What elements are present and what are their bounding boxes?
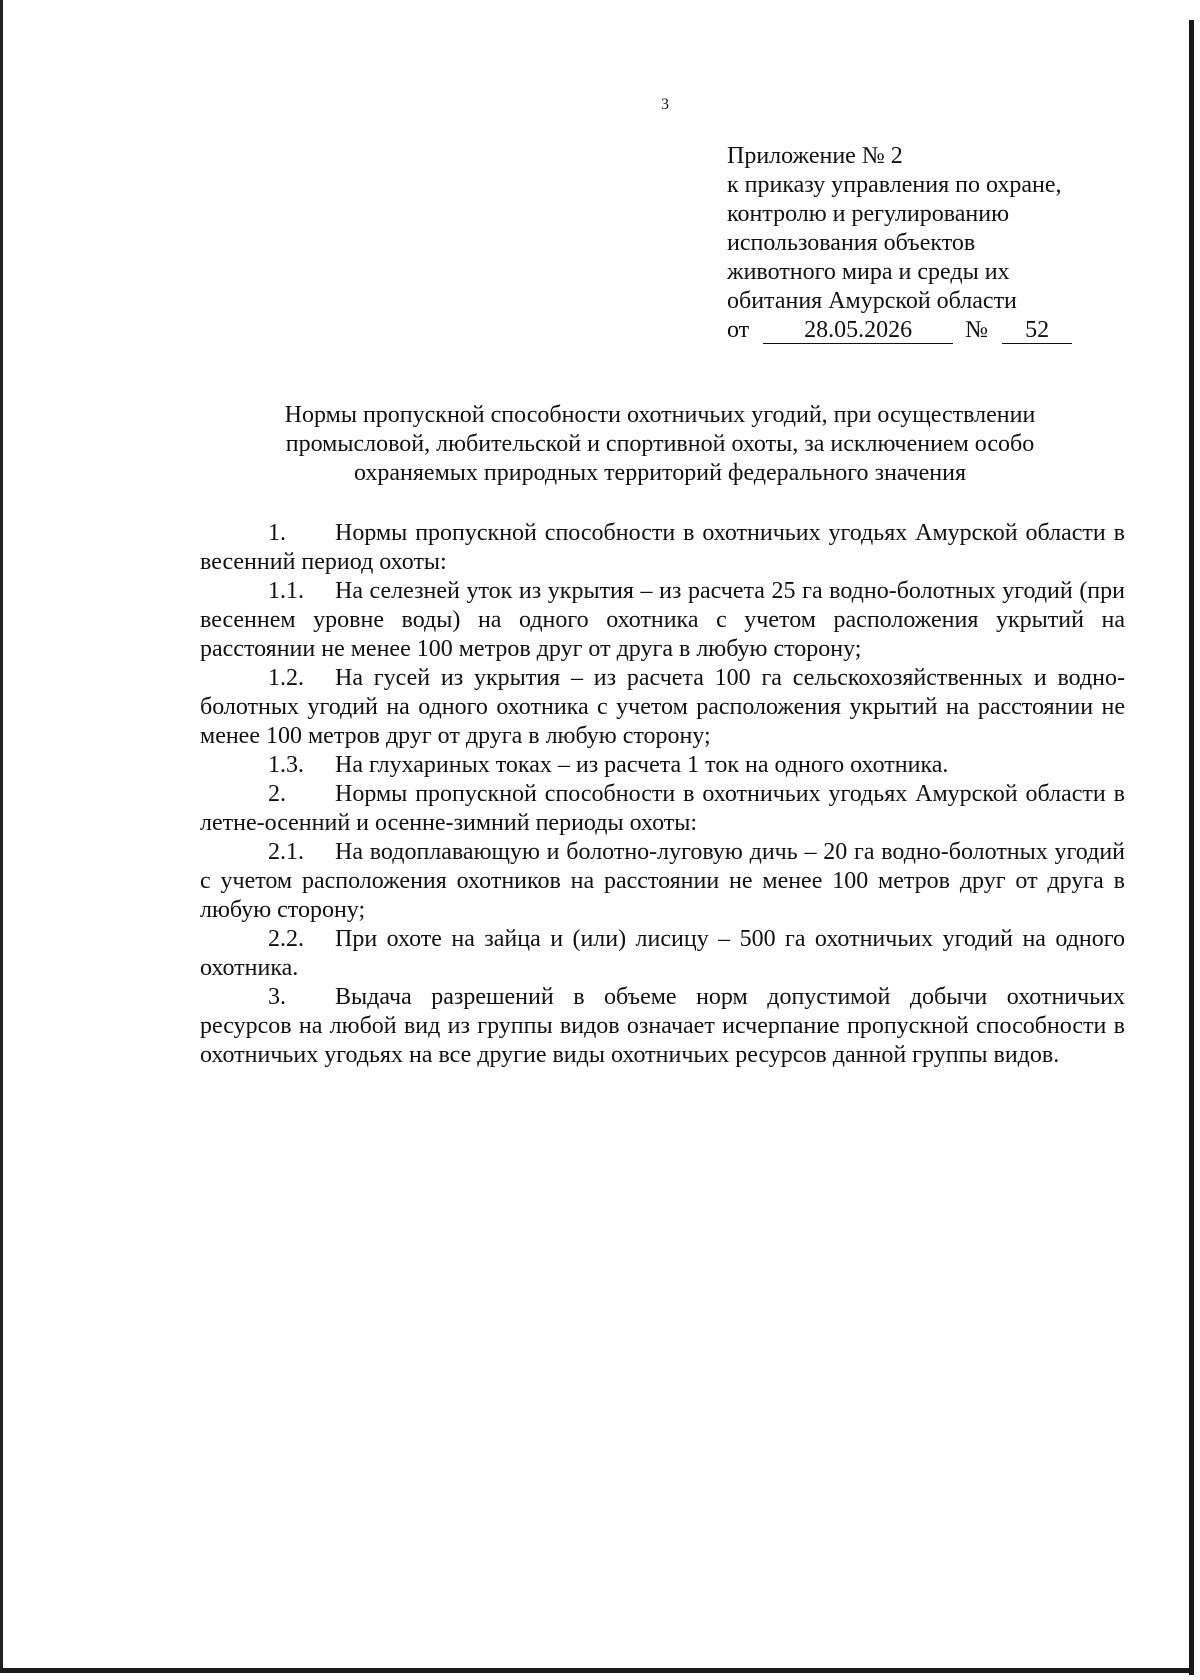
item-text: Нормы пропускной способности в охотничьих угодьях Амурской области в весенний период охоты: <box>200 520 1125 575</box>
appendix-line: обитания Амурской области <box>727 288 1017 314</box>
item-text: На гусей из укрытия – из расчета 100 га сельскохозяйственных и водно-болотных угодий на одного охотника с учетом расположения укрытий на расстоянии не менее 100 метров друг от друга в любую сторону; <box>200 665 1125 749</box>
list-item <box>200 577 1125 664</box>
item-text: Нормы пропускной способности в охотничьих угодьях Амурской области в летне-осенний и осенне-зимний периоды охоты: <box>200 781 1125 836</box>
item-number: 3. <box>268 984 286 1010</box>
item-text: Выдача разрешений в объеме норм допустимой добычи охотничьих ресурсов на любой вид из группы видов означает исчерпание пропускной способности в охотничьих угодьях на все другие виды охотничьих ресурсов данной группы видов. <box>200 984 1125 1068</box>
item-number: 1.3. <box>268 752 304 778</box>
item-number: 2. <box>268 781 286 807</box>
list-item <box>200 925 1125 983</box>
item-text: При охоте на зайца и (или) лисицу – 500 га охотничьих угодий на одного охотника. <box>200 926 1125 981</box>
appendix-line: к приказу управления по охране, <box>727 172 1062 198</box>
list-item <box>200 838 1125 925</box>
list-item <box>200 983 1125 1070</box>
appendix-header <box>727 142 1127 345</box>
page-number: 3 <box>661 96 669 113</box>
item-number: 2.2. <box>268 926 304 952</box>
list-item <box>200 664 1125 751</box>
number-label: № <box>965 317 989 343</box>
order-date-number-line <box>727 316 1127 345</box>
item-text: На селезней уток из укрытия – из расчета 25 га водно-болотных угодий (при весеннем уровне воды) на одного охотника с учетом расположения укрытий на расстоянии не менее 100 метров друг от друга в любую сторону; <box>200 578 1125 662</box>
scan-edge-left <box>0 0 3 1672</box>
item-number: 1. <box>268 520 286 546</box>
from-label: от <box>727 317 750 343</box>
scan-edge-right <box>1189 20 1194 1675</box>
item-number: 1.1. <box>268 578 304 604</box>
scan-edge-bottom <box>0 1668 1194 1673</box>
appendix-line: Приложение № 2 <box>727 143 903 169</box>
appendix-line: контролю и регулированию <box>727 201 1010 227</box>
order-date: 28.05.2026 <box>763 317 953 344</box>
item-number: 1.2. <box>268 665 304 691</box>
list-item <box>200 519 1125 577</box>
appendix-line: использования объектов <box>727 230 976 256</box>
item-text: На глухариных токах – из расчета 1 ток на одного охотника. <box>335 752 949 778</box>
appendix-line: животного мира и среды их <box>727 259 1010 285</box>
order-number: 52 <box>1002 317 1072 344</box>
list-item <box>200 751 1125 780</box>
document-title: Нормы пропускной способности охотничьих угодий, при осуществлении промысловой, любительской и спортивной охоты, за исключением особо охраняемых природных территорий федерального значения <box>284 402 1036 486</box>
document-body <box>200 519 1125 1070</box>
list-item <box>200 780 1125 838</box>
item-number: 2.1. <box>268 839 304 865</box>
item-text: На водоплавающую и болотно-луговую дичь – 20 га водно-болотных угодий с учетом расположения охотников на расстоянии не менее 100 метров друг от друга в любую сторону; <box>200 839 1125 923</box>
